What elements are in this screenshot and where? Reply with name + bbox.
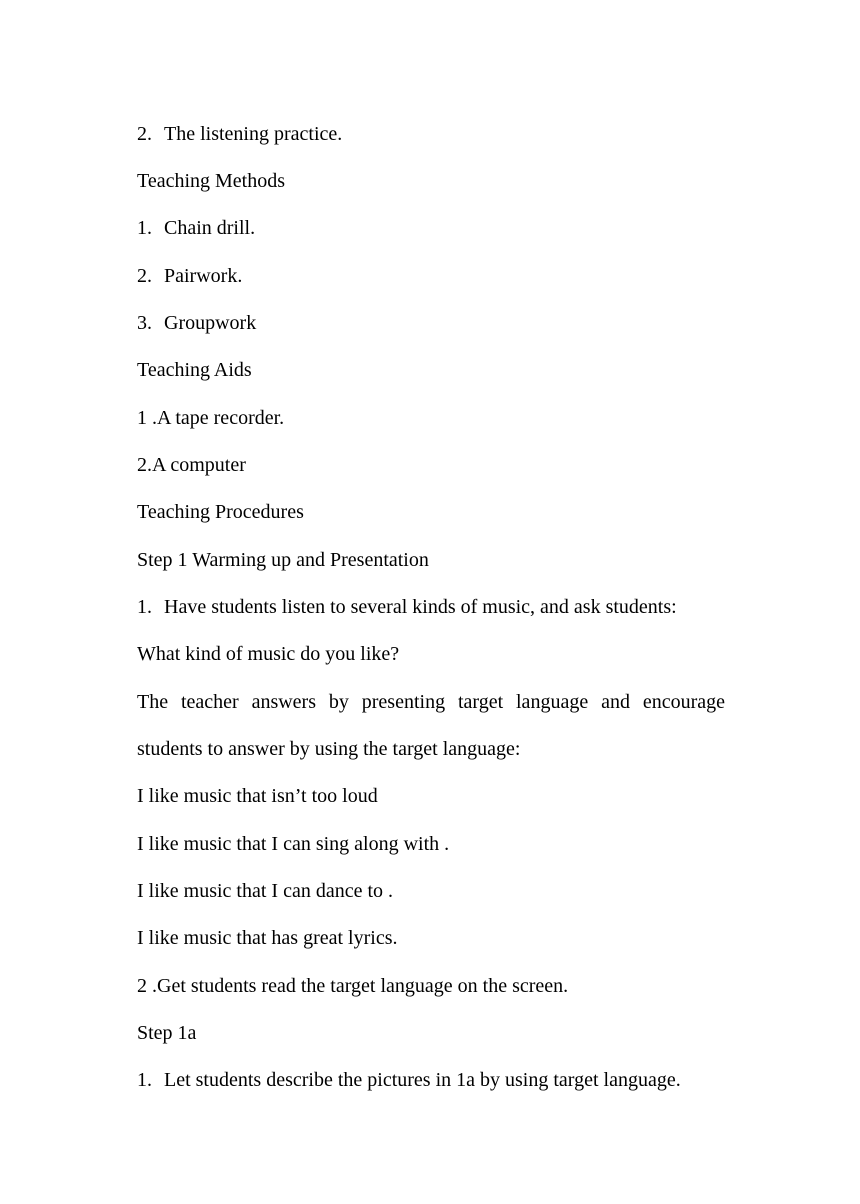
text-line-tape-recorder: 1 .A tape recorder.: [137, 407, 285, 429]
list-number: 2.: [137, 123, 152, 145]
text-line-example-lyrics: I like music that has great lyrics.: [137, 927, 398, 949]
list-text: Groupwork: [164, 312, 257, 334]
heading-step-1a: Step 1a: [137, 1022, 197, 1044]
list-item-groupwork: [137, 311, 256, 335]
text-line-teacher-answers: The teacher answers by presenting target language and encourage: [137, 691, 725, 713]
list-number: 3.: [137, 312, 152, 334]
list-text: The listening practice.: [164, 123, 343, 145]
list-item-pairwork: [137, 264, 242, 288]
list-text: Have students listen to several kinds of music, and ask students:: [164, 596, 677, 618]
heading-teaching-methods: Teaching Methods: [137, 170, 286, 192]
text-line-example-dance: I like music that I can dance to .: [137, 880, 394, 902]
list-item-chain-drill: [137, 216, 255, 240]
list-item-listening-practice: [137, 122, 342, 146]
list-number: 2.: [137, 265, 152, 287]
text-line-read-target: 2 .Get students read the target language on the screen.: [137, 975, 569, 997]
list-number: 1.: [137, 1069, 152, 1091]
text-line-example-loud: I like music that isn’t too loud: [137, 785, 378, 807]
list-text: Pairwork.: [164, 265, 243, 287]
list-text: Let students describe the pictures in 1a by using target language.: [164, 1069, 681, 1091]
heading-teaching-aids: Teaching Aids: [137, 359, 252, 381]
text-line-computer: 2.A computer: [137, 454, 246, 476]
list-number: 1.: [137, 596, 152, 618]
list-item-describe-pictures: [137, 1068, 681, 1092]
list-text: Chain drill.: [164, 217, 256, 239]
heading-step-1: Step 1 Warming up and Presentation: [137, 549, 429, 571]
list-item-listen-music: [137, 595, 677, 619]
text-line-question: What kind of music do you like?: [137, 643, 400, 665]
text-line-example-sing: I like music that I can sing along with .: [137, 833, 450, 855]
list-number: 1.: [137, 217, 152, 239]
text-line-students-answer: students to answer by using the target language:: [137, 738, 521, 760]
heading-teaching-procedures: Teaching Procedures: [137, 501, 304, 523]
